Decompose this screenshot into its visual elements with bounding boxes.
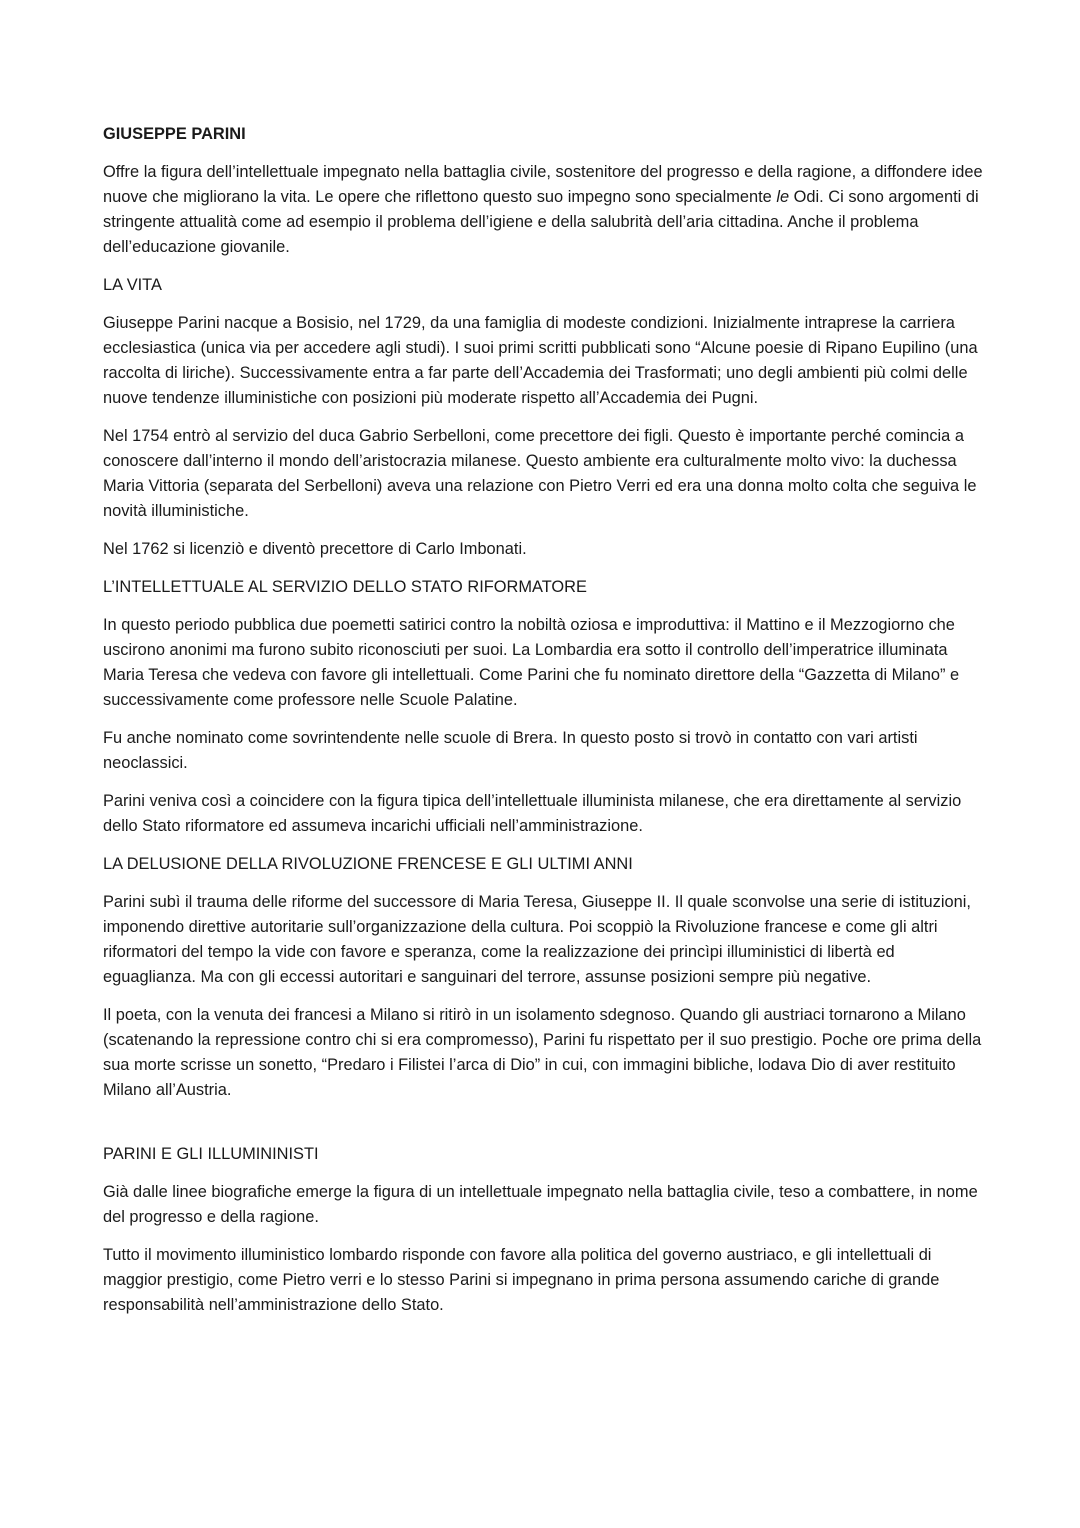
section-heading-illuministi: PARINI E GLI ILLUMININISTI <box>103 1145 319 1163</box>
intro-paragraph <box>103 160 983 260</box>
intro-text-end: Odi. Ci sono argomenti di stringente attualità come ad esempio il problema dell’igiene e della salubrità dell’aria cittadina. Anche il problema dell’educazione giovanile. <box>103 188 979 256</box>
intro-italic-word: le <box>776 188 790 206</box>
section-heading-intellettuale: L’INTELLETTUALE AL SERVIZIO DELLO STATO RIFORMATORE <box>103 578 587 596</box>
document-page <box>103 122 983 1331</box>
paragraph: Parini subì il trauma delle riforme del successore di Maria Teresa, Giuseppe II. Il quale sconvolse una serie di istituzioni, imponendo direttive autoritarie sull’organizzazione della cultura. Poi scoppiò la Rivoluzione francese e come gli altri riformatori del tempo la vide con favore e speranza, come la realizzazione dei princìpi illuministici di libertà ed eguaglianza. Ma con gli eccessi autoritari e sanguinari del terrore, assunse posizioni sempre più negative. <box>103 893 971 986</box>
section-heading-la-vita: LA VITA <box>103 276 162 294</box>
section-heading-delusione: LA DELUSIONE DELLA RIVOLUZIONE FRENCESE E GLI ULTIMI ANNI <box>103 855 633 873</box>
paragraph: Tutto il movimento illuministico lombardo risponde con favore alla politica del governo austriaco, e gli intellettuali di maggior prestigio, come Pietro verri e lo stesso Parini si impegnano in prima persona assumendo cariche di grande responsabilità nell’amministrazione dello Stato. <box>103 1246 940 1314</box>
document-title: GIUSEPPE PARINI <box>103 125 246 143</box>
paragraph: Nel 1762 si licenziò e diventò precettore di Carlo Imbonati. <box>103 540 527 558</box>
paragraph: In questo periodo pubblica due poemetti satirici contro la nobiltà oziosa e improduttiva: il Mattino e il Mezzogiorno che uscirono anonimi ma furono subito riconosciuti per suoi. La Lombardia era sotto il controllo dell’imperatrice illuminata Maria Teresa che vedeva con favore gli intellettuali. Come Parini che fu nominato direttore della “Gazzetta di Milano” e successivamente come professore nelle Scuole Palatine. <box>103 616 960 709</box>
intro-text-start: Offre la figura dell’intellettuale impegnato nella battaglia civile, sostenitore del progresso e della ragione, a diffondere idee nuove che migliorano la vita. Le opere che riflettono questo suo impegno sono specialmente <box>103 163 983 206</box>
paragraph: Il poeta, con la venuta dei francesi a Milano si ritirò in un isolamento sdegnoso. Quando gli austriaci tornarono a Milano (scatenando la repressione contro chi si era compromesso), Parini fu rispettato per il suo prestigio. Poche ore prima della sua morte scrisse un sonetto, “Predaro i Filistei l’arca di Dio” in cui, con immagini bibliche, lodava Dio di aver restituito Milano all’Austria. <box>103 1006 982 1099</box>
paragraph: Parini veniva così a coincidere con la figura tipica dell’intellettuale illuminista milanese, che era direttamente al servizio dello Stato riformatore ed assumeva incarichi ufficiali nell’amministrazione. <box>103 792 962 835</box>
paragraph: Fu anche nominato come sovrintendente nelle scuole di Brera. In questo posto si trovò in contatto con vari artisti neoclassici. <box>103 729 918 772</box>
paragraph: Nel 1754 entrò al servizio del duca Gabrio Serbelloni, come precettore dei figli. Questo è importante perché comincia a conoscere dall’interno il mondo dell’aristocrazia milanese. Questo ambiente era culturalmente molto vivo: la duchessa Maria Vittoria (separata del Serbelloni) aveva una relazione con Pietro Verri ed era una donna molto colta che seguiva le novità illuministiche. <box>103 427 977 520</box>
paragraph: Già dalle linee biografiche emerge la figura di un intellettuale impegnato nella battaglia civile, teso a combattere, in nome del progresso e della ragione. <box>103 1183 978 1226</box>
paragraph: Giuseppe Parini nacque a Bosisio, nel 1729, da una famiglia di modeste condizioni. Inizialmente intraprese la carriera ecclesiastica (unica via per accedere agli studi). I suoi primi scritti pubblicati sono “Alcune poesie di Ripano Eupilino (una raccolta di liriche). Successivamente entra a far parte dell’Accademia dei Trasformati; uno degli ambienti più colmi delle nuove tendenze illuministiche con posizioni più moderate rispetto all’Accademia dei Pugni. <box>103 314 978 407</box>
section-spacer <box>103 1116 983 1142</box>
